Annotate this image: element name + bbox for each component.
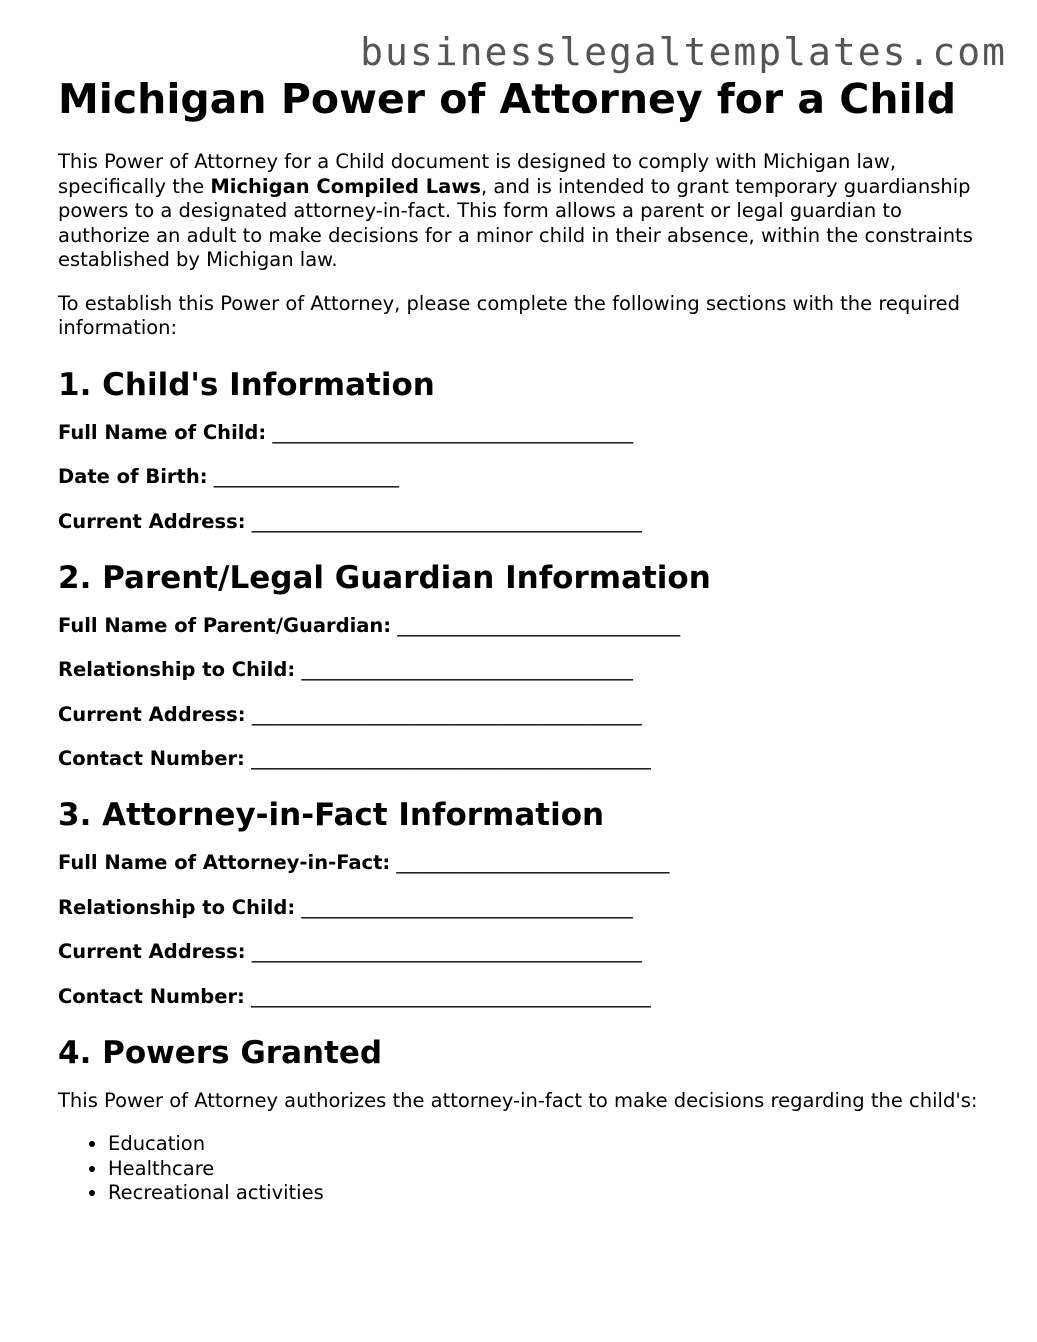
intro-text-b: , and is intended to grant temporary guardianship powers to a designated attorney-in-fact. This form allows a parent or legal guardian to authorize an adult to make decisions for a minor child in their absence, within the constraints established by Michigan law. bbox=[58, 174, 973, 271]
section-heading-child: 1. Child's Information bbox=[58, 366, 435, 403]
attorney-full-name-field[interactable] bbox=[58, 851, 978, 875]
section-heading-powers: 4. Powers Granted bbox=[58, 1034, 383, 1071]
field-label: Full Name of Child: bbox=[58, 420, 267, 444]
blank-line[interactable]: __________________________________ bbox=[301, 658, 633, 681]
field-label: Current Address: bbox=[58, 702, 246, 726]
child-full-name-field[interactable] bbox=[58, 421, 978, 445]
page-title: Michigan Power of Attorney for a Child bbox=[58, 75, 957, 123]
field-label: Full Name of Parent/Guardian: bbox=[58, 613, 392, 637]
blank-line[interactable]: ________________________________________ bbox=[251, 509, 642, 533]
list-item: • Education bbox=[108, 1132, 978, 1157]
attorney-relationship-field[interactable] bbox=[58, 896, 978, 920]
powers-intro: This Power of Attorney authorizes the attorney-in-fact to make decisions regarding the child's: bbox=[58, 1088, 978, 1112]
section-heading-attorney: 3. Attorney-in-Fact Information bbox=[58, 797, 605, 833]
field-label: Contact Number: bbox=[58, 747, 245, 770]
blank-line[interactable]: _____________________________ bbox=[397, 613, 681, 637]
blank-line[interactable]: _____________________________________ bbox=[272, 420, 634, 444]
field-label: Relationship to Child: bbox=[58, 895, 296, 919]
blank-line[interactable]: ________________________________________ bbox=[251, 940, 642, 963]
blank-line[interactable]: ________________________________________ bbox=[251, 702, 642, 726]
watermark: businesslegaltemplates.com bbox=[360, 30, 1007, 74]
child-address-field[interactable] bbox=[58, 510, 978, 534]
intro-text-a: This Power of Attorney for a Child document is designed to comply with Michigan law, specifically the bbox=[58, 150, 897, 198]
parent-full-name-field[interactable] bbox=[58, 614, 978, 638]
child-dob-field[interactable] bbox=[58, 465, 978, 489]
powers-list bbox=[58, 1132, 978, 1206]
blank-line[interactable]: ____________________________ bbox=[396, 851, 670, 874]
parent-address-field[interactable] bbox=[58, 703, 978, 727]
attorney-contact-field[interactable] bbox=[58, 985, 978, 1009]
list-item: • Healthcare bbox=[108, 1157, 978, 1182]
blank-line[interactable]: ___________________ bbox=[213, 465, 399, 488]
blank-line[interactable]: _________________________________________ bbox=[251, 747, 651, 770]
list-item: • Recreational activities bbox=[108, 1181, 978, 1206]
field-label: Relationship to Child: bbox=[58, 658, 296, 681]
intro-bold-law: Michigan Compiled Laws bbox=[210, 174, 481, 198]
field-label: Date of Birth: bbox=[58, 465, 208, 488]
field-label: Current Address: bbox=[58, 940, 246, 963]
parent-relationship-field[interactable] bbox=[58, 658, 978, 682]
section-heading-parent: 2. Parent/Legal Guardian Information bbox=[58, 559, 711, 596]
instructions-paragraph: To establish this Power of Attorney, please complete the following sections with the required information: bbox=[58, 291, 961, 339]
parent-contact-field[interactable] bbox=[58, 747, 978, 771]
blank-line[interactable]: _________________________________________ bbox=[251, 984, 651, 1008]
field-label: Full Name of Attorney-in-Fact: bbox=[58, 851, 391, 874]
attorney-address-field[interactable] bbox=[58, 940, 978, 964]
field-label: Contact Number: bbox=[58, 984, 245, 1008]
field-label: Current Address: bbox=[58, 509, 246, 533]
intro-paragraph bbox=[58, 150, 978, 273]
document-body bbox=[58, 74, 978, 1206]
blank-line[interactable]: __________________________________ bbox=[301, 895, 633, 919]
